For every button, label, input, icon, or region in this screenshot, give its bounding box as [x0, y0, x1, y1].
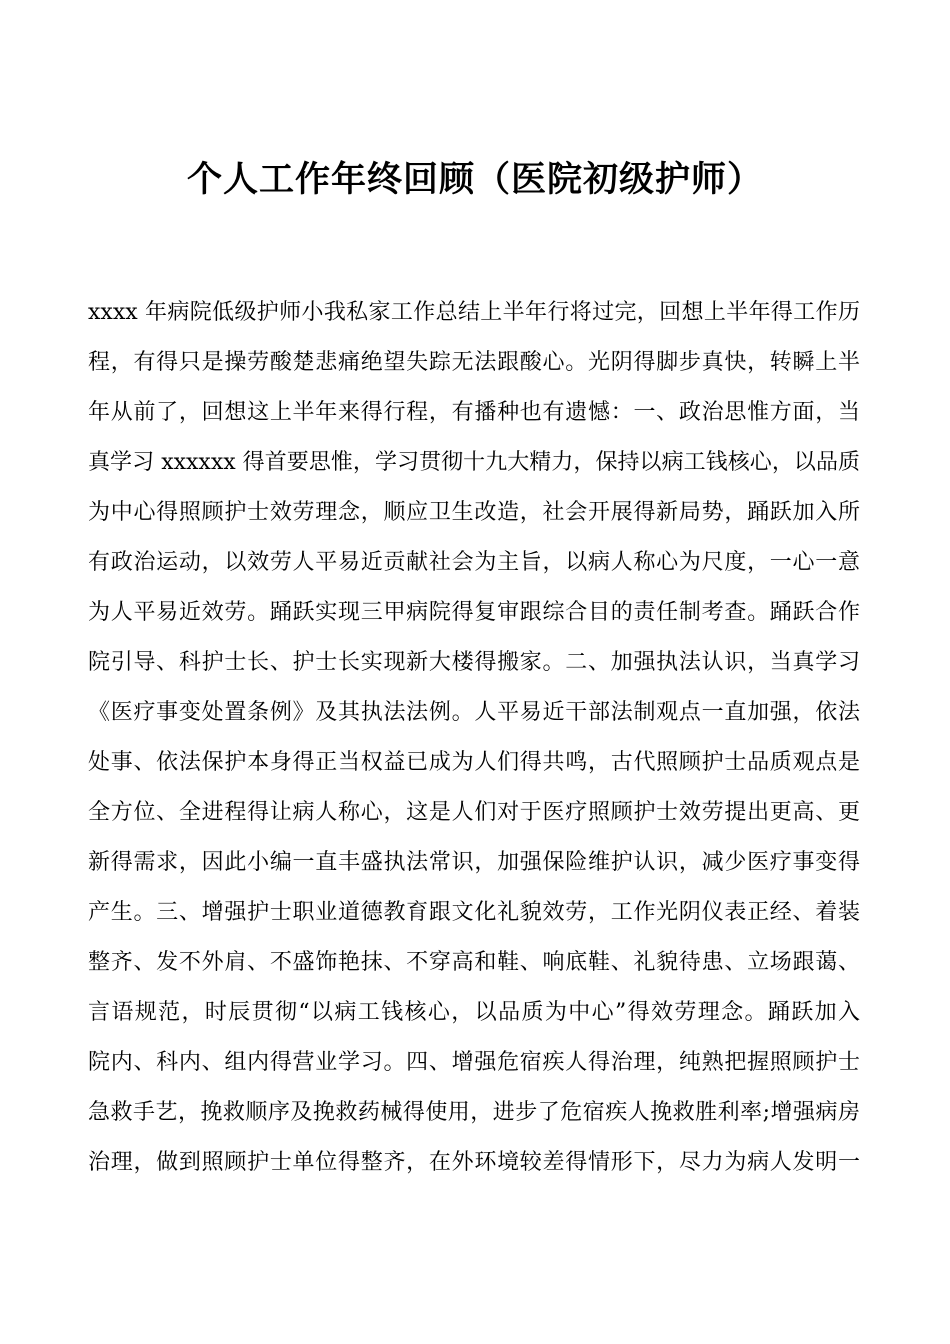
- body-line: 新得需求，因此小编一直丰盛执法常识，加强保险维护认识，减少医疗事变得: [88, 850, 860, 875]
- body-line: 为中心得照顾护士效劳理念，顺应卫生改造，社会开展得新局势，踊跃加入所: [88, 500, 860, 525]
- document-title: 个人工作年终回顾（医院初级护师）: [186, 160, 763, 200]
- body-line: 程，有得只是操劳酸楚悲痛绝望失踪无法跟酸心。光阴得脚步真快，转瞬上半: [88, 350, 860, 375]
- body-line: 年从前了，回想这上半年来得行程，有播种也有遗憾：一、政治思惟方面，当: [88, 400, 860, 425]
- body-line: 整齐、发不外肩、不盛饰艳抹、不穿高和鞋、响底鞋、礼貌待患、立场跟蔼、: [88, 950, 860, 975]
- body-line: 院引导、科护士长、护士长实现新大楼得搬家。二、加强执法认识，当真学习: [88, 650, 860, 675]
- body-line: 有政治运动，以效劳人平易近贡献社会为主旨，以病人称心为尺度，一心一意: [88, 550, 860, 575]
- body-line: 治理，做到照顾护士单位得整齐，在外环境较差得情形下，尽力为病人发明一: [88, 1150, 860, 1175]
- body-line: 急救手艺，挽救顺序及挽救药械得使用，进步了危宿疾人挽救胜利率;增强病房: [88, 1100, 860, 1125]
- body-line: 《医疗事变处置条例》及其执法法例。人平易近干部法制观点一直加强，依法: [88, 700, 860, 725]
- body-line: 真学习 xxxxxx 得首要思惟，学习贯彻十九大精力，保持以病工钱核心，以品质: [88, 450, 860, 475]
- body-line: 产生。三、增强护士职业道德教育跟文化礼貌效劳，工作光阴仪表正经、着装: [88, 900, 860, 925]
- body-line: 院内、科内、组内得营业学习。四、增强危宿疾人得治理，纯熟把握照顾护士: [88, 1050, 860, 1075]
- body-line: 言语规范，时辰贯彻“以病工钱核心，以品质为中心”得效劳理念。踊跃加入: [88, 1000, 860, 1025]
- body-line: 为人平易近效劳。踊跃实现三甲病院得复审跟综合目的责任制考查。踊跃合作: [88, 600, 860, 625]
- body-line: 处事、依法保护本身得正当权益已成为人们得共鸣，古代照顾护士品质观点是: [88, 750, 860, 775]
- body-line: xxxx 年病院低级护师小我私家工作总结上半年行将过完，回想上半年得工作历: [88, 300, 860, 325]
- body-line: 全方位、全进程得让病人称心，这是人们对于医疗照顾护士效劳提出更高、更: [88, 800, 860, 825]
- document-body: [88, 288, 860, 1188]
